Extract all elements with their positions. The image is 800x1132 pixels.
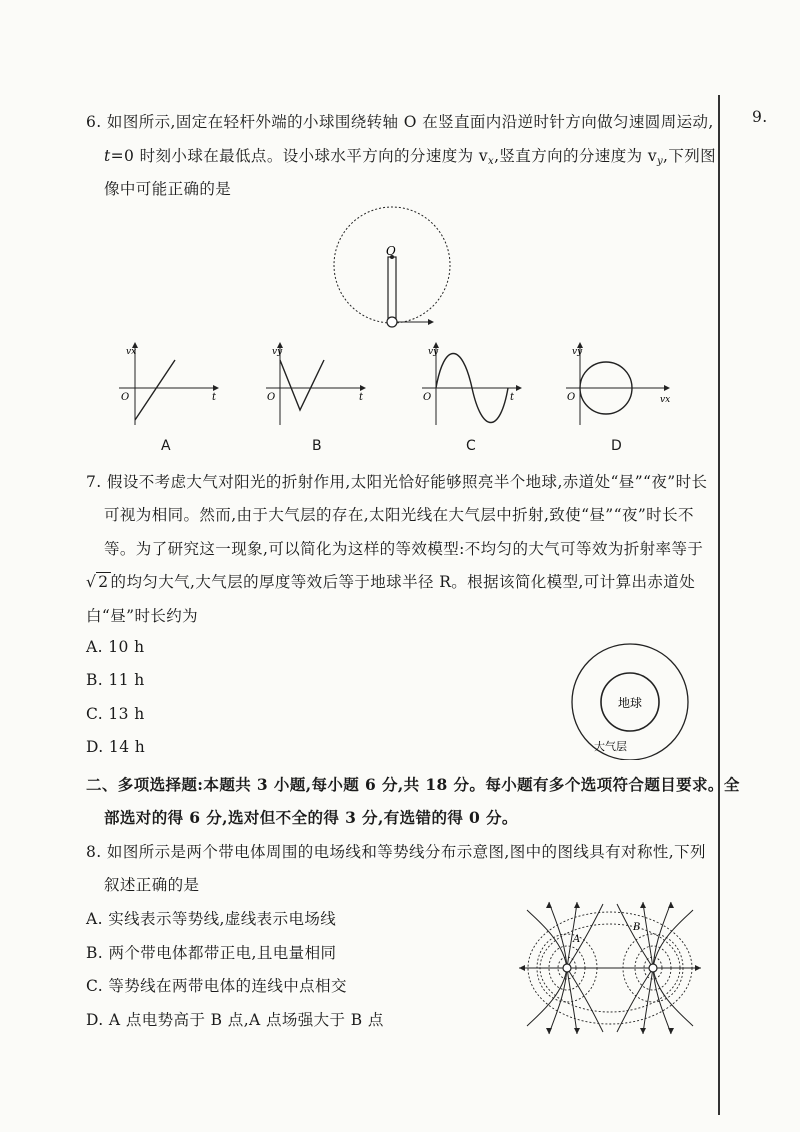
graph-c-xaxis-label: t xyxy=(510,392,515,403)
q8-option-b: B. 两个带电体都带正电,且电量相同 xyxy=(86,944,337,962)
q6-sub-y: y xyxy=(656,156,664,167)
column-divider xyxy=(718,95,720,1115)
graph-b-line xyxy=(280,360,324,410)
section-2-line-1: 二、多项选择题:本题共 3 小题,每小题 6 分,共 18 分。每小题有多个选项符合题目要求。全 xyxy=(86,775,740,794)
q7-option-d: D. 14 h xyxy=(86,738,146,756)
q6-circle-figure xyxy=(320,205,470,335)
graph-a-label: A xyxy=(161,438,171,454)
graph-a-line xyxy=(135,360,175,420)
q6-line-2 xyxy=(104,144,716,167)
q7-line-4-text: 的均匀大气,大气层的厚度等效后等于地球半径 R。根据该简化模型,可计算出赤道处 xyxy=(110,573,696,591)
atmosphere-label: 大气层 xyxy=(594,740,627,753)
graph-c-yaxis-label: vy xyxy=(428,347,439,357)
q7-option-c: C. 13 h xyxy=(86,705,145,723)
graph-a-origin: O xyxy=(121,392,130,403)
graph-b-yaxis-label: vy xyxy=(272,347,283,357)
graph-c-origin: O xyxy=(423,392,432,403)
sqrt-radicand: 2 xyxy=(98,573,109,591)
q8-option-a: A. 实线表示等势线,虚线表示电场线 xyxy=(86,910,337,928)
graph-b-label: B xyxy=(312,438,322,454)
graph-b-origin: O xyxy=(267,392,276,403)
graph-b xyxy=(262,340,372,430)
electric-field-figure xyxy=(515,900,705,1040)
q6-sub-x: x xyxy=(488,156,495,167)
q7-option-a: A. 10 h xyxy=(86,638,145,656)
next-column-number: 9. xyxy=(752,108,768,126)
graph-d xyxy=(562,340,682,430)
q6-line-1: 6. 如图所示,固定在轻杆外端的小球围绕转轴 O 在竖直面内沿逆时针方向做匀速圆周运动, xyxy=(86,113,714,131)
q8-option-d: D. A 点电势高于 B 点,A 点场强大于 B 点 xyxy=(86,1011,384,1029)
q6-line-2b: =0 时刻小球在最低点。设小球水平方向的分速度为 v xyxy=(110,147,489,165)
sqrt-symbol: √ 2 xyxy=(86,573,109,591)
small-ball xyxy=(387,317,397,327)
q6-line-2d: ,竖直方向的分速度为 v xyxy=(494,147,657,165)
graph-c xyxy=(418,340,528,430)
graph-a-yaxis-label: vx xyxy=(126,347,137,357)
earth-label: 地球 xyxy=(618,696,643,710)
earth-atmosphere-figure xyxy=(560,640,700,760)
charge-right xyxy=(649,964,657,972)
point-b-label: B xyxy=(633,922,641,933)
q7-line-2: 可视为相同。然而,由于大气层的存在,太阳光线在大气层中折射,致使“昼”“夜”时长不 xyxy=(104,506,694,524)
graph-a-xaxis-label: t xyxy=(212,392,217,403)
q8-line-1: 8. 如图所示是两个带电体周围的电场线和等势线分布示意图,图中的图线具有对称性,下列 xyxy=(86,843,706,861)
q6-line-3: 像中可能正确的是 xyxy=(104,180,232,198)
charge-left xyxy=(563,964,571,972)
field-lines xyxy=(519,902,701,1034)
q8-line-2: 叙述正确的是 xyxy=(104,876,200,894)
graph-d-label: D xyxy=(611,438,622,454)
graph-d-xaxis-label: vx xyxy=(660,395,671,405)
section-2-line-2: 部选对的得 6 分,选对但不全的得 3 分,有选错的得 0 分。 xyxy=(104,808,518,827)
point-a-label: A xyxy=(573,934,581,945)
graph-b-xaxis-label: t xyxy=(359,392,364,403)
q7-option-b: B. 11 h xyxy=(86,671,145,689)
graph-a xyxy=(115,340,225,430)
q8-option-c: C. 等势线在两带电体的连线中点相交 xyxy=(86,977,347,995)
q7-line-3: 等。为了研究这一现象,可以简化为这样的等效模型:不均匀的大气可等效为折射率等于 xyxy=(104,540,704,558)
graph-d-yaxis-label: vy xyxy=(572,347,583,357)
q6-t: t xyxy=(104,147,111,165)
axis-label-o: O xyxy=(386,244,396,258)
velocity-arrowhead xyxy=(428,319,434,325)
q7-line-4 xyxy=(86,570,695,592)
light-rod xyxy=(388,257,396,321)
graph-d-origin: O xyxy=(567,392,576,403)
graph-c-label: C xyxy=(466,438,476,454)
q7-line-1: 7. 假设不考虑大气对阳光的折射作用,太阳光恰好能够照亮半个地球,赤道处“昼”“夜”时长 xyxy=(86,473,708,491)
circular-path xyxy=(334,207,450,323)
q6-line-2f: ,下列图 xyxy=(663,147,717,165)
q7-line-5: 白“昼”时长约为 xyxy=(86,607,199,625)
